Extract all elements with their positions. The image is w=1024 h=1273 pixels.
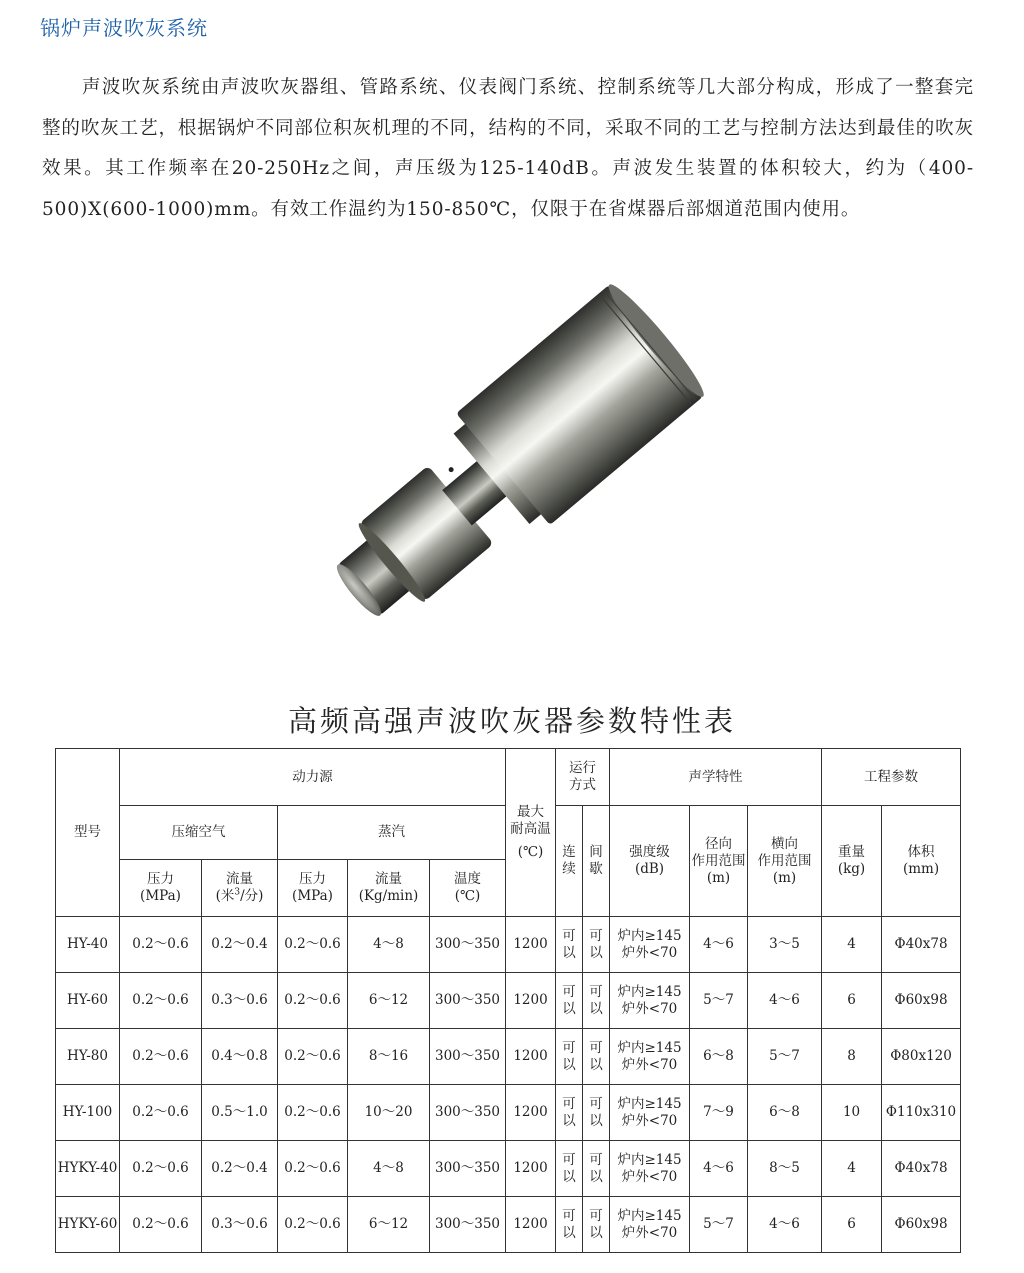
cell-continuous: 可 以 — [556, 1197, 583, 1253]
cell-steam-temp: 300～350 — [430, 917, 506, 973]
cell-weight: 10 — [822, 1085, 882, 1141]
header-weight: 重量 (kg) — [822, 806, 882, 917]
section-title: 锅炉声波吹灰系统 — [40, 16, 208, 40]
cell-intermittent: 可 以 — [583, 1085, 610, 1141]
cell-air-pressure: 0.2～0.6 — [120, 1197, 202, 1253]
table-row — [56, 973, 961, 1029]
cell-max-temp: 1200 — [506, 1141, 556, 1197]
cell-weight: 4 — [822, 917, 882, 973]
cell-intermittent: 可 以 — [583, 917, 610, 973]
header-model: 型号 — [56, 749, 120, 917]
intro-paragraph: 声波吹灰系统由声波吹灰器组、管路系统、仪表阀门系统、控制系统等几大部分构成，形成了一整套完整的吹灰工艺，根据锅炉不同部位积灰机理的不同，结构的不同，采取不同的工艺与控制方法达到最佳的吹灰效果。其工作频率在20-250Hz之间，声压级为125-140dB。声波发生装置的体积较大，约为（400-500)X(600-1000)mm。有效工作温约为150-850℃，仅限于在省煤器后部烟道范围内使用。 — [42, 77, 974, 220]
header-power-source: 动力源 — [120, 749, 506, 806]
cell-intensity: 炉内≥145 炉外<70 — [610, 1141, 690, 1197]
cell-radial: 5～7 — [690, 1197, 748, 1253]
cell-lateral: 8～5 — [748, 1141, 822, 1197]
table-row — [56, 917, 961, 973]
table-row — [56, 1141, 961, 1197]
cell-air-flow: 0.3～0.6 — [202, 973, 278, 1029]
header-steam: 蒸汽 — [278, 806, 506, 860]
cell-radial: 4～6 — [690, 1141, 748, 1197]
cell-steam-pressure: 0.2～0.6 — [278, 1197, 348, 1253]
cell-lateral: 5～7 — [748, 1029, 822, 1085]
cell-max-temp: 1200 — [506, 973, 556, 1029]
cell-steam-temp: 300～350 — [430, 973, 506, 1029]
header-max-temp: 最大 耐高温 (℃) — [506, 749, 556, 917]
cell-model: HY-80 — [56, 1029, 120, 1085]
cell-lateral: 4～6 — [748, 1197, 822, 1253]
cell-weight: 6 — [822, 973, 882, 1029]
cell-air-flow: 0.4～0.8 — [202, 1029, 278, 1085]
cell-weight: 4 — [822, 1141, 882, 1197]
cell-steam-flow: 6～12 — [348, 1197, 430, 1253]
table-row — [56, 1197, 961, 1253]
header-intensity: 强度级 (dB) — [610, 806, 690, 917]
header-lateral-range: 横向 作用范围 (m) — [748, 806, 822, 917]
cell-weight: 6 — [822, 1197, 882, 1253]
cell-air-pressure: 0.2～0.6 — [120, 973, 202, 1029]
cell-volume: Φ40x78 — [882, 1141, 961, 1197]
cell-steam-flow: 4～8 — [348, 1141, 430, 1197]
header-radial-range: 径向 作用范围 (m) — [690, 806, 748, 917]
header-air-pressure: 压力 (MPa) — [120, 860, 202, 917]
header-acoustic: 声学特性 — [610, 749, 822, 806]
cell-continuous: 可 以 — [556, 1141, 583, 1197]
cell-radial: 6～8 — [690, 1029, 748, 1085]
cell-model: HY-100 — [56, 1085, 120, 1141]
cell-max-temp: 1200 — [506, 917, 556, 973]
cell-lateral: 6～8 — [748, 1085, 822, 1141]
header-engineering: 工程参数 — [822, 749, 961, 806]
table-title: 高频高强声波吹灰器参数特性表 — [287, 704, 736, 738]
cell-model: HYKY-60 — [56, 1197, 120, 1253]
cell-intermittent: 可 以 — [583, 1141, 610, 1197]
parameter-table — [55, 748, 961, 1253]
cell-model: HY-60 — [56, 973, 120, 1029]
cell-max-temp: 1200 — [506, 1197, 556, 1253]
table-row — [56, 1085, 961, 1141]
cell-intensity: 炉内≥145 炉外<70 — [610, 1197, 690, 1253]
cell-steam-temp: 300～350 — [430, 1141, 506, 1197]
header-volume: 体积 (mm) — [882, 806, 961, 917]
cell-radial: 4～6 — [690, 917, 748, 973]
header-steam-pressure: 压力 (MPa) — [278, 860, 348, 917]
header-compressed-air: 压缩空气 — [120, 806, 278, 860]
cell-continuous: 可 以 — [556, 917, 583, 973]
cell-intermittent: 可 以 — [583, 973, 610, 1029]
cell-air-flow: 0.5～1.0 — [202, 1085, 278, 1141]
cell-intermittent: 可 以 — [583, 1197, 610, 1253]
header-continuous: 连 续 — [556, 806, 583, 917]
cell-steam-flow: 4～8 — [348, 917, 430, 973]
header-run-mode: 运行 方式 — [556, 749, 610, 806]
cell-steam-flow: 10～20 — [348, 1085, 430, 1141]
table-row — [56, 1029, 961, 1085]
cell-intensity: 炉内≥145 炉外<70 — [610, 917, 690, 973]
cell-lateral: 4～6 — [748, 973, 822, 1029]
cell-max-temp: 1200 — [506, 1085, 556, 1141]
cell-volume: Φ60x98 — [882, 1197, 961, 1253]
cell-air-flow: 0.2～0.4 — [202, 1141, 278, 1197]
cell-radial: 5～7 — [690, 973, 748, 1029]
cell-steam-pressure: 0.2～0.6 — [278, 1141, 348, 1197]
header-steam-temp: 温度 (℃) — [430, 860, 506, 917]
cell-steam-temp: 300～350 — [430, 1197, 506, 1253]
cell-steam-flow: 8～16 — [348, 1029, 430, 1085]
cell-continuous: 可 以 — [556, 1085, 583, 1141]
cell-steam-temp: 300～350 — [430, 1029, 506, 1085]
cell-model: HY-40 — [56, 917, 120, 973]
cell-air-pressure: 0.2～0.6 — [120, 917, 202, 973]
cell-intensity: 炉内≥145 炉外<70 — [610, 1085, 690, 1141]
cell-intermittent: 可 以 — [583, 1029, 610, 1085]
cell-air-pressure: 0.2～0.6 — [120, 1029, 202, 1085]
cell-steam-temp: 300～350 — [430, 1085, 506, 1141]
cell-air-flow: 0.2～0.4 — [202, 917, 278, 973]
cell-intensity: 炉内≥145 炉外<70 — [610, 1029, 690, 1085]
header-steam-flow: 流量 (Kg/min) — [348, 860, 430, 917]
cell-lateral: 3～5 — [748, 917, 822, 973]
cell-volume: Φ60x98 — [882, 973, 961, 1029]
cell-steam-flow: 6～12 — [348, 973, 430, 1029]
cell-steam-pressure: 0.2～0.6 — [278, 1085, 348, 1141]
cell-air-pressure: 0.2～0.6 — [120, 1085, 202, 1141]
cell-steam-pressure: 0.2～0.6 — [278, 917, 348, 973]
cell-steam-pressure: 0.2～0.6 — [278, 1029, 348, 1085]
cell-continuous: 可 以 — [556, 973, 583, 1029]
cell-volume: Φ80x120 — [882, 1029, 961, 1085]
header-intermittent: 间 歇 — [583, 806, 610, 917]
cell-steam-pressure: 0.2～0.6 — [278, 973, 348, 1029]
cell-air-pressure: 0.2～0.6 — [120, 1141, 202, 1197]
cell-continuous: 可 以 — [556, 1029, 583, 1085]
cell-volume: Φ110x310 — [882, 1085, 961, 1141]
sonic-soot-blower-image — [300, 262, 720, 662]
cell-intensity: 炉内≥145 炉外<70 — [610, 973, 690, 1029]
cell-air-flow: 0.3～0.6 — [202, 1197, 278, 1253]
cell-volume: Φ40x78 — [882, 917, 961, 973]
cell-radial: 7～9 — [690, 1085, 748, 1141]
header-air-flow: 流量 (米$^3$/分) — [202, 860, 278, 917]
cell-weight: 8 — [822, 1029, 882, 1085]
cell-max-temp: 1200 — [506, 1029, 556, 1085]
cell-model: HYKY-40 — [56, 1141, 120, 1197]
